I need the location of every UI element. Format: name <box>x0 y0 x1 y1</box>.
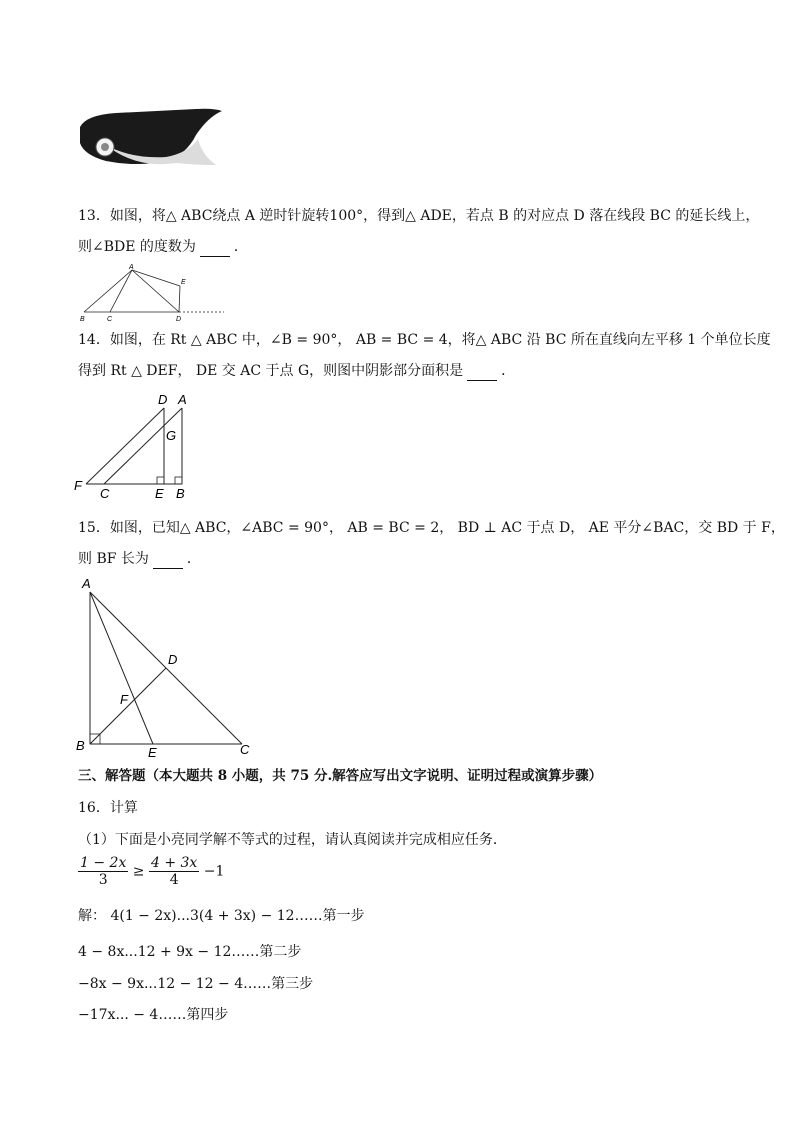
q14-label-e: E <box>155 486 164 501</box>
q13-prompt: 则∠BDE 的度数为 <box>78 239 196 255</box>
q14-label-c: C <box>100 486 110 501</box>
q16-step-3: −8x − 9x...12 − 12 − 4……第三步 <box>78 976 314 992</box>
q14-label-d: D <box>158 392 168 407</box>
q13-label-b: B <box>80 316 85 323</box>
q15-label-f: F <box>120 692 128 707</box>
q14-text: 14．如图，在 Rt △ ABC 中，∠B = 90°， AB = BC = 4，将△ ABC 沿 BC 所在直线向左平移 1 个单位长度 <box>78 332 771 348</box>
section3-title: 三、解答题（本大题共 8 小题，共 75 分.解答应写出文字说明、证明过程或演算步骤） <box>78 768 603 784</box>
q16-fraction-right <box>149 855 199 888</box>
q16-inequality <box>78 855 224 888</box>
q15-end: ． <box>186 551 201 567</box>
q16-step-4: −17x... − 4……第四步 <box>78 1007 229 1023</box>
q15-text-line2 <box>78 549 201 569</box>
q16-step-2: 4 − 8x...12 + 9x − 12……第二步 <box>78 944 302 960</box>
q15-text: 15．如图，已知△ ABC，∠ABC = 90°， AB = BC = 2， BD ⊥ AC 于点 D， AE 平分∠BAC，交 BD 于 F， <box>78 520 785 536</box>
q15-label-c: C <box>240 742 250 757</box>
q15-label-a: A <box>82 576 91 591</box>
q14-figure <box>70 390 200 502</box>
q13-figure <box>74 262 234 324</box>
q13-label-c: C <box>107 316 113 323</box>
q14-label-g: G <box>166 428 177 443</box>
q15-label-d: D <box>168 652 178 667</box>
q15-label-e: E <box>148 745 157 760</box>
q16-title: 16．计算 <box>78 800 138 816</box>
decorative-figure <box>76 105 226 170</box>
q16-denominator-left: 3 <box>98 872 108 888</box>
q14-answer-blank <box>467 366 497 381</box>
q14-text-line2 <box>78 361 515 381</box>
q14-label-b: B <box>176 486 185 501</box>
q14-prompt: 得到 Rt △ DEF， DE 交 AC 于点 G，则图中阴影部分面积是 <box>78 363 464 379</box>
q14-end: ． <box>501 363 516 379</box>
q16-denominator-right: 4 <box>169 872 179 888</box>
q16-numerator-left: 1 − 2x <box>80 855 127 871</box>
q15-figure <box>72 574 262 760</box>
q13-label-e: E <box>181 279 186 286</box>
q16-relation: ≥ <box>132 863 145 880</box>
q14-label-f: F <box>74 478 82 493</box>
q15-prompt: 则 BF 长为 <box>78 551 149 567</box>
q15-answer-blank <box>153 554 183 569</box>
q13-text: 13．如图，将△ ABC绕点 A 逆时针旋转100°，得到△ ADE，若点 B 的对应点 D 落在线段 BC 的延长线上， <box>78 208 760 224</box>
decorative-shape <box>76 105 226 170</box>
q13-label-a: A <box>129 264 134 271</box>
q16-tail: −1 <box>203 863 225 880</box>
q13-label-d: D <box>176 316 182 323</box>
q16-fraction-left <box>78 855 128 888</box>
q15-label-b: B <box>76 738 85 753</box>
q16-part1: （1）下面是小亮同学解不等式的过程，请认真阅读并完成相应任务． <box>78 832 507 848</box>
q16-numerator-right: 4 + 3x <box>150 855 198 871</box>
q13-text-line2 <box>78 237 248 257</box>
q13-end: ． <box>233 239 248 255</box>
q14-label-a: A <box>178 392 187 407</box>
q13-answer-blank <box>200 242 230 257</box>
q16-step-1: 解： 4(1 − 2x)...3(4 + 3x) − 12……第一步 <box>78 908 365 924</box>
